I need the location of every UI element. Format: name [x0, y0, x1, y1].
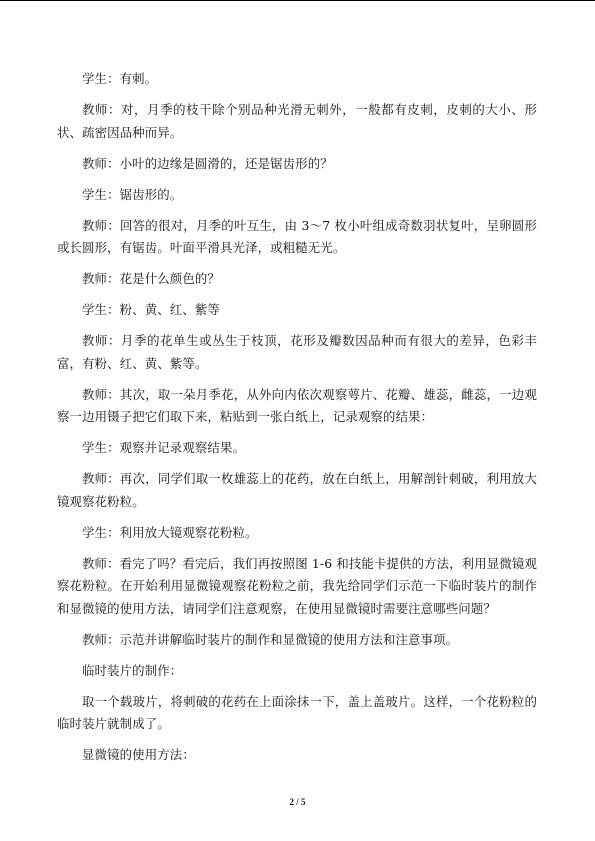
paragraph: 学生：锯齿形的。: [82, 186, 183, 202]
paragraph: 教师：再次，同学们取一枚雄蕊上的花药，放在白纸上，用解剖针刺破，利用放大镜观察花粉粒。: [57, 471, 537, 509]
paragraph: 教师：月季的花单生或丛生于枝顶，花形及瓣数因品种而有很大的差异，色彩丰富，有粉、红、黄、紫等。: [57, 333, 537, 371]
paragraph: 学生：观察并记录观察结果。: [82, 440, 246, 455]
paragraph: 学生：利用放大镜观察花粉粒。: [82, 524, 258, 540]
paragraph: 临时装片的制作：: [82, 662, 183, 678]
paragraph: 教师：示范并讲解临时装片的制作和显微镜的使用方法和注意事项。: [82, 631, 459, 647]
paragraph: 取一个载玻片，将刺破的花药在上面涂抹一下，盖上盖玻片。这样，一个花粉粒的临时装片就制成了。: [57, 693, 537, 731]
paragraph: 教师：看完了吗？看完后，我们再按照图 1-6 和技能卡提供的方法，利用显微镜观察花粉粒。在开始利用显微镜观察花粉粒之前，我先给同学们示范一下临时装片的制作和显微镜的使用方法，请同学们注意观察，在使用显微镜时需要注意哪些问题？: [57, 555, 537, 616]
paragraph: 学生：粉、黄、红、紫等: [82, 302, 220, 317]
page-number: 2 / 5: [289, 797, 306, 807]
paragraph: 教师：小叶的边缘是圆滑的，还是锯齿形的？: [82, 155, 333, 171]
paragraph: 教师：回答的很对，月季的叶互生，由 3～7 枚小叶组成奇数羽状复叶，呈卵圆形或长圆形，有锯齿。叶面平滑具光泽，或粗糙无光。: [57, 217, 537, 255]
paragraph: 教师：其次，取一朵月季花，从外向内依次观察萼片、花瓣、雄蕊，雌蕊，一边观察一边用镊子把它们取下来，粘贴到一张白纸上，记录观察的结果：: [57, 386, 537, 424]
document-body: [57, 68, 537, 775]
paragraph: 学生：有刺。: [82, 71, 158, 86]
paragraph: 教师：对，月季的枝干除个别品种光滑无刺外，一般都有皮刺，皮刺的大小、形状、疏密因品种而异。: [57, 102, 537, 140]
paragraph: 教师：花是什么颜色的？: [82, 271, 220, 286]
paragraph: 显微镜的使用方法：: [82, 747, 195, 762]
header-rule: [0, 0, 595, 1]
